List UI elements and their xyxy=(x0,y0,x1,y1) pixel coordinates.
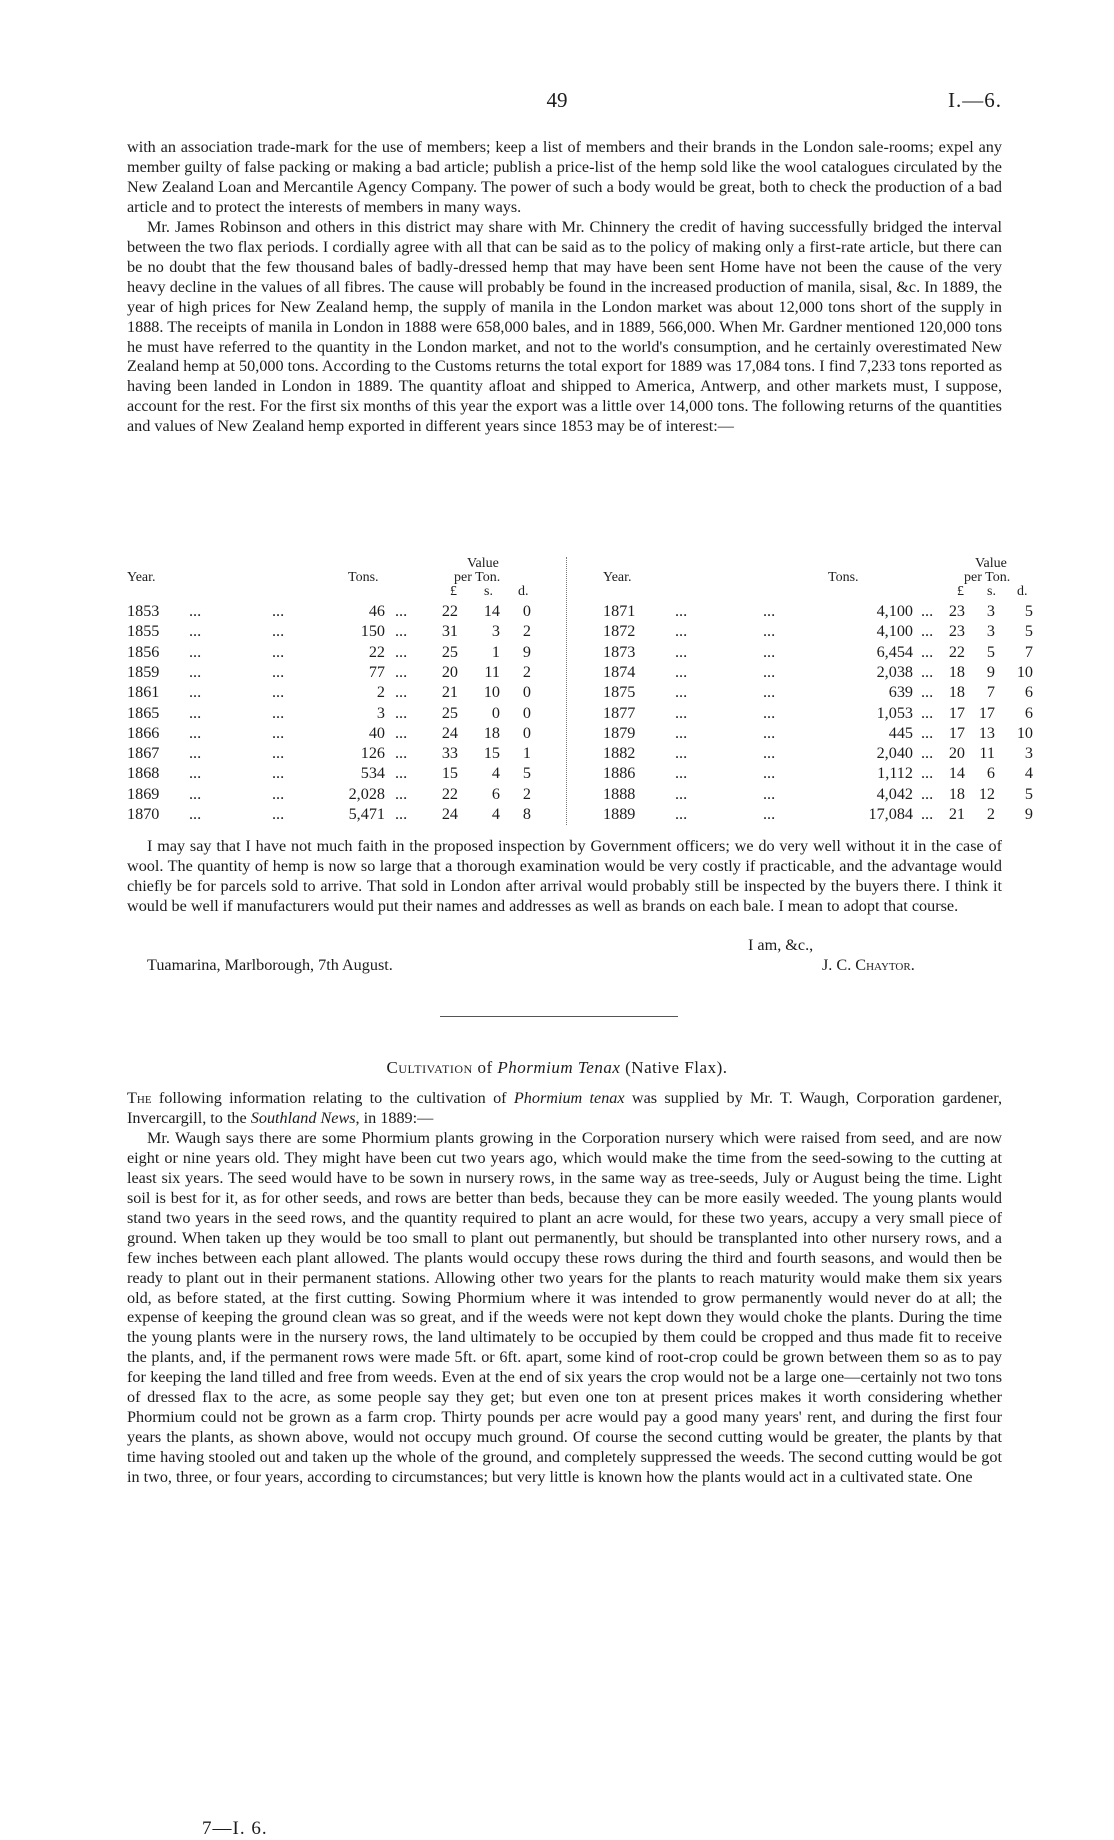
leader-dots: ... xyxy=(921,683,934,702)
leader-dots: ... xyxy=(395,602,408,620)
leader-dots: ... xyxy=(675,662,688,681)
letter-body xyxy=(127,138,1002,437)
intro-newspaper: Southland News xyxy=(250,1108,356,1127)
shillings-cell: 6 xyxy=(491,784,500,803)
shillings-cell: 7 xyxy=(986,683,995,702)
year-cell: 1872 xyxy=(603,622,636,641)
shillings-cell: 0 xyxy=(491,703,500,722)
header-year: Year. xyxy=(603,570,632,585)
paragraph-hemp-market: Mr. James Robinson and others in this district may share with Mr. Chinnery the credit of having successfully bridged the interval between the two flax periods. I cordially agree with all that can be said as to the policy of making only a first-rate article, but there can be no doubt that the few thousand bales of badly-dressed hemp that may have been sent Home have not been the cause of the very heavy decline in the values of all fibres. The cause will probably be found in the increased production of manila, sisal, &c. In 1889, the year of high prices for New Zealand hemp, the supply of manila in the London market was about 12,000 tons short of the supply in 1888. The receipts of manila in London in 1888 were 658,000 bales, and in 1889, 566,000. When Mr. Gardner mentioned 120,000 tons he must have referred to the quantity in the London market, and not to the world's consumption, and he certainly overestimated New Zealand hemp at 50,000 tons. According to the Customs returns the total export for 1889 was 17,084 tons. I find 7,233 tons reported as having been landed in London in 1889. The quantity afloat and shipped to America, Antwerp, and other markets must, I suppose, account for the rest. For the first six months of this year the export was a little over 14,000 tons. The following returns of the quantities and values of New Zealand hemp exported in different years since 1853 may be of interest:— xyxy=(127,217,1002,436)
leader-dots: ... xyxy=(272,703,285,722)
paragraph-intro xyxy=(127,1089,1002,1129)
shillings-cell: 12 xyxy=(978,784,995,803)
salutation: I am, &c., xyxy=(748,936,814,954)
shillings-cell: 6 xyxy=(986,764,995,783)
page-number: 49 xyxy=(546,88,568,112)
pounds-cell: 21 xyxy=(948,805,965,823)
pence-cell: 2 xyxy=(522,622,531,641)
pounds-cell: 18 xyxy=(948,784,965,803)
leader-dots: ... xyxy=(272,602,285,620)
place-date: Tuamarina, Marlborough, 7th August. xyxy=(147,956,393,974)
table-row xyxy=(127,601,557,621)
shillings-cell: 1 xyxy=(491,642,500,661)
title-native-flax: (Native Flax). xyxy=(625,1058,728,1077)
tons-cell: 17,084 xyxy=(868,805,913,823)
pounds-cell: 17 xyxy=(948,723,965,742)
tons-cell: 150 xyxy=(360,622,385,641)
year-cell: 1889 xyxy=(603,805,636,823)
leader-dots: ... xyxy=(675,784,688,803)
table-row xyxy=(127,662,557,682)
leader-dots: ... xyxy=(189,744,202,763)
pounds-cell: 31 xyxy=(441,622,458,641)
leader-dots: ... xyxy=(921,662,934,681)
paragraph-waugh: Mr. Waugh says there are some Phormium plants growing in the Corporation nursery which were raised from seed, and are now eight or nine years old. They might have been cut two years ago, which would make the time from the seed-sowing to the cutting at least six years. The seed would have to be sown in nursery rows, in the same way as tree-seeds, July or August being the time. Light soil is best for it, as for other seeds, and rows are better than beds, because they can be more easily weeded. The young plants would stand two years in the seed rows, and the quantity required to plant an acre would, for these two years, accupy a very small piece of ground. When taken up they would be too small to plant out permanently, but should be transplanted into other nursery rows, and a few inches between each plant allowed. The plants would occupy these rows during the third and fourth seasons, and would then be ready to plant out in their permanent stations. Allowing other two years for the plants to reach maturity would make them six years old, as before stated, at the first cutting. Sowing Phormium where it was intended to grow permanently would never do at all; the expense of keeping the ground clean was so great, and if the weeds were not kept down they would choke the plants. During the time the young plants were in the nursery rows, the land ultimately to be occupied by them could be cropped and thus made fit to receive the plants, and, if the permanent rows were made 5ft. or 6ft. apart, some kind of root-crop could be grown between them so as to pay for keeping the land tilled and free from weeds. Even at the end of six years the crop would not be a large one—certainly not two tons of dressed flax to the acre, as some people say they get; but even one ton at present prices makes it worth considering whether Phormium could not be grown as a farm crop. Thirty pounds per acre would pay a good many years' rent, and during the first four years the plants, as shown above, would not occupy much ground. Of course the second cutting would be greater, the plants by that time having stooled out and taken up the whole of the ground, and completely suppressed the weeds. The second cutting would be got in two, three, or four years, according to circumstances; but very little is known how the plants would act in a cultivated state. One xyxy=(127,1128,1002,1487)
pence-cell: 0 xyxy=(522,723,531,742)
year-cell: 1856 xyxy=(127,642,160,661)
leader-dots: ... xyxy=(272,662,285,681)
leader-dots: ... xyxy=(763,723,776,742)
leader-dots: ... xyxy=(272,784,285,803)
tons-cell: 77 xyxy=(368,662,385,681)
table-right-half xyxy=(603,557,1033,827)
table-row xyxy=(603,601,1033,621)
pounds-cell: 24 xyxy=(441,723,458,742)
pence-cell: 10 xyxy=(1016,662,1033,681)
shillings-cell: 11 xyxy=(484,662,500,681)
leader-dots: ... xyxy=(675,764,688,783)
shillings-cell: 15 xyxy=(483,744,500,763)
signature-initials: J. C. xyxy=(822,956,852,974)
leader-dots: ... xyxy=(675,723,688,742)
table-row xyxy=(603,621,1033,641)
pence-cell: 2 xyxy=(522,662,531,681)
leader-dots: ... xyxy=(921,744,934,763)
pounds-cell: 20 xyxy=(948,744,965,763)
tons-cell: 1,112 xyxy=(877,764,913,783)
year-cell: 1873 xyxy=(603,642,636,661)
year-cell: 1859 xyxy=(127,662,160,681)
pounds-cell: 18 xyxy=(948,662,965,681)
pounds-cell: 33 xyxy=(441,744,458,763)
leader-dots: ... xyxy=(395,723,408,742)
header-per-ton: per Ton. xyxy=(964,570,1011,585)
shillings-cell: 4 xyxy=(491,805,500,823)
year-cell: 1865 xyxy=(127,703,160,722)
leader-dots: ... xyxy=(675,602,688,620)
shillings-cell: 14 xyxy=(483,602,500,620)
signature xyxy=(822,955,915,975)
leader-dots: ... xyxy=(763,602,776,620)
tons-cell: 639 xyxy=(888,683,913,702)
signature-name: Chaytor. xyxy=(855,956,915,974)
year-cell: 1869 xyxy=(127,784,160,803)
pence-cell: 10 xyxy=(1016,723,1033,742)
pence-cell: 5 xyxy=(1024,784,1033,803)
pounds-cell: 20 xyxy=(441,662,458,681)
leader-dots: ... xyxy=(763,622,776,641)
year-cell: 1875 xyxy=(603,683,636,702)
pence-cell: 1 xyxy=(522,744,531,763)
tons-cell: 5,471 xyxy=(348,805,385,823)
intro-species: Phormium tenax xyxy=(513,1089,625,1107)
leader-dots: ... xyxy=(189,703,202,722)
report-reference: I.—6. xyxy=(948,88,1002,112)
table-row xyxy=(127,763,557,783)
shillings-cell: 11 xyxy=(979,744,995,763)
pence-cell: 8 xyxy=(522,805,531,823)
leader-dots: ... xyxy=(189,784,202,803)
section-body xyxy=(127,1089,1002,1488)
leader-dots: ... xyxy=(763,703,776,722)
pence-cell: 6 xyxy=(1024,703,1033,722)
year-cell: 1870 xyxy=(127,805,160,823)
tons-cell: 2,038 xyxy=(876,662,913,681)
header-per-ton: per Ton. xyxy=(454,570,501,585)
shillings-cell: 2 xyxy=(986,805,995,823)
pence-cell: 0 xyxy=(522,602,531,620)
leader-dots: ... xyxy=(675,744,688,763)
tons-cell: 4,100 xyxy=(876,622,913,641)
pounds-cell: 15 xyxy=(441,764,458,783)
pounds-cell: 18 xyxy=(948,683,965,702)
leader-dots: ... xyxy=(272,744,285,763)
table-row xyxy=(603,763,1033,783)
shillings-cell: 9 xyxy=(986,662,995,681)
intro-text-a: following information relating to the cultivation of xyxy=(158,1089,507,1107)
leader-dots: ... xyxy=(921,642,934,661)
leader-dots: ... xyxy=(395,784,408,803)
table-row xyxy=(603,642,1033,662)
intro-text-c: , in 1889:— xyxy=(355,1108,434,1127)
year-cell: 1853 xyxy=(127,602,160,620)
header-value: Value xyxy=(467,556,499,571)
tons-cell: 6,454 xyxy=(876,642,913,661)
leader-dots: ... xyxy=(395,622,408,641)
leader-dots: ... xyxy=(921,764,934,783)
header-tons: Tons. xyxy=(348,570,379,585)
pounds-cell: 25 xyxy=(441,703,458,722)
pounds-cell: 21 xyxy=(441,683,458,702)
leader-dots: ... xyxy=(395,683,408,702)
year-cell: 1866 xyxy=(127,723,160,742)
letter-closing xyxy=(127,837,1002,917)
shillings-cell: 10 xyxy=(483,683,500,702)
paragraph-continued: with an association trade-mark for the use of members; keep a list of members and their brands in the London sale-rooms; expel any member guilty of false packing or making a bad article; publish a price-list of the hemp sold like the wool catalogues circulated by the New Zealand Loan and Mercantile Agency Company. The power of such a body would be great, both to check the production of a bad article and to protect the interests of members in many ways. xyxy=(127,138,1002,216)
table-row xyxy=(127,784,557,804)
shillings-cell: 5 xyxy=(986,642,995,661)
year-cell: 1874 xyxy=(603,662,636,681)
hemp-export-table xyxy=(127,556,1033,827)
section-divider xyxy=(440,1016,678,1018)
shillings-cell: 13 xyxy=(978,723,995,742)
shillings-cell: 17 xyxy=(978,703,995,722)
table-divider xyxy=(566,557,568,825)
leader-dots: ... xyxy=(189,723,202,742)
shillings-cell: 4 xyxy=(491,764,500,783)
tons-cell: 4,042 xyxy=(876,784,913,803)
tons-cell: 22 xyxy=(368,642,385,661)
leader-dots: ... xyxy=(921,805,934,823)
table-row xyxy=(127,804,557,824)
pence-cell: 3 xyxy=(1024,744,1033,763)
pence-cell: 4 xyxy=(1024,764,1033,783)
tons-cell: 3 xyxy=(376,703,385,722)
leader-dots: ... xyxy=(272,642,285,661)
leader-dots: ... xyxy=(189,602,202,620)
intro-text-b: was supplied by Mr. T. Waugh, Corporation gardener, Invercargill, to the xyxy=(127,1089,1003,1127)
page-header xyxy=(0,88,1114,118)
leader-dots: ... xyxy=(921,622,934,641)
title-of: of xyxy=(477,1058,493,1077)
header-pence: d. xyxy=(1017,584,1028,599)
tons-cell: 40 xyxy=(368,723,385,742)
leader-dots: ... xyxy=(272,805,285,823)
year-cell: 1871 xyxy=(603,602,636,620)
shillings-cell: 3 xyxy=(491,622,500,641)
leader-dots: ... xyxy=(272,764,285,783)
leader-dots: ... xyxy=(189,805,202,823)
year-cell: 1886 xyxy=(603,764,636,783)
table-row xyxy=(127,621,557,641)
pounds-cell: 22 xyxy=(441,784,458,803)
header-pound: £ xyxy=(450,584,457,599)
leader-dots: ... xyxy=(189,764,202,783)
leader-dots: ... xyxy=(675,805,688,823)
signature-mark: 7—I. 6. xyxy=(202,1818,268,1839)
pence-cell: 2 xyxy=(522,784,531,803)
intro-lead: The xyxy=(127,1089,152,1107)
pounds-cell: 24 xyxy=(441,805,458,823)
shillings-cell: 3 xyxy=(986,602,995,620)
pence-cell: 7 xyxy=(1024,642,1033,661)
leader-dots: ... xyxy=(921,602,934,620)
paragraph-inspection: I may say that I have not much faith in the proposed inspection by Government officers; we do very well without it in the case of wool. The quantity of hemp is now so large that a thorough examination would be very costly if practicable, and the advantage would chiefly be for parcels sold to arrive. That sold in London after arrival would probably still be inspected by the buyers there. I think it would be well if manufacturers would put their names and addresses as well as brands on each bale. I mean to adopt that course. xyxy=(127,837,1002,915)
leader-dots: ... xyxy=(189,642,202,661)
tons-cell: 2,028 xyxy=(348,784,385,803)
year-cell: 1868 xyxy=(127,764,160,783)
header-pound: £ xyxy=(957,584,964,599)
table-row xyxy=(127,682,557,702)
leader-dots: ... xyxy=(921,703,934,722)
tons-cell: 126 xyxy=(360,744,385,763)
pence-cell: 9 xyxy=(1024,805,1033,823)
shillings-cell: 3 xyxy=(986,622,995,641)
pence-cell: 6 xyxy=(1024,683,1033,702)
year-cell: 1882 xyxy=(603,744,636,763)
leader-dots: ... xyxy=(272,683,285,702)
year-cell: 1877 xyxy=(603,703,636,722)
leader-dots: ... xyxy=(395,703,408,722)
title-species: Phormium Tenax xyxy=(497,1058,621,1077)
tons-cell: 46 xyxy=(368,602,385,620)
leader-dots: ... xyxy=(395,642,408,661)
pence-cell: 5 xyxy=(1024,602,1033,620)
year-cell: 1888 xyxy=(603,784,636,803)
shillings-cell: 18 xyxy=(483,723,500,742)
leader-dots: ... xyxy=(272,622,285,641)
leader-dots: ... xyxy=(395,764,408,783)
leader-dots: ... xyxy=(395,744,408,763)
header-tons: Tons. xyxy=(828,570,859,585)
pounds-cell: 23 xyxy=(948,602,965,620)
tons-cell: 2,040 xyxy=(876,744,913,763)
tons-cell: 4,100 xyxy=(876,602,913,620)
table-row xyxy=(603,784,1033,804)
table-row xyxy=(603,723,1033,743)
header-shilling: s. xyxy=(987,584,996,599)
leader-dots: ... xyxy=(675,703,688,722)
pence-cell: 5 xyxy=(1024,622,1033,641)
leader-dots: ... xyxy=(763,784,776,803)
title-cultivation: Cultivation xyxy=(386,1058,473,1077)
pounds-cell: 17 xyxy=(948,703,965,722)
tons-cell: 1,053 xyxy=(876,703,913,722)
tons-cell: 534 xyxy=(360,764,385,783)
leader-dots: ... xyxy=(272,723,285,742)
leader-dots: ... xyxy=(763,805,776,823)
table-row xyxy=(603,703,1033,723)
leader-dots: ... xyxy=(675,683,688,702)
leader-dots: ... xyxy=(675,642,688,661)
pence-cell: 5 xyxy=(522,764,531,783)
leader-dots: ... xyxy=(921,784,934,803)
table-row xyxy=(603,682,1033,702)
leader-dots: ... xyxy=(763,683,776,702)
leader-dots: ... xyxy=(763,744,776,763)
header-year: Year. xyxy=(127,570,156,585)
leader-dots: ... xyxy=(763,642,776,661)
table-row xyxy=(603,804,1033,824)
pounds-cell: 23 xyxy=(948,622,965,641)
year-cell: 1855 xyxy=(127,622,160,641)
leader-dots: ... xyxy=(921,723,934,742)
table-row xyxy=(127,723,557,743)
leader-dots: ... xyxy=(763,662,776,681)
pence-cell: 0 xyxy=(522,703,531,722)
year-cell: 1879 xyxy=(603,723,636,742)
pounds-cell: 22 xyxy=(441,602,458,620)
pence-cell: 9 xyxy=(522,642,531,661)
leader-dots: ... xyxy=(189,683,202,702)
table-row xyxy=(603,662,1033,682)
table-row xyxy=(127,703,557,723)
pounds-cell: 22 xyxy=(948,642,965,661)
pence-cell: 0 xyxy=(522,683,531,702)
table-row xyxy=(127,642,557,662)
tons-cell: 445 xyxy=(888,723,913,742)
leader-dots: ... xyxy=(763,764,776,783)
year-cell: 1867 xyxy=(127,744,160,763)
leader-dots: ... xyxy=(395,662,408,681)
leader-dots: ... xyxy=(189,662,202,681)
leader-dots: ... xyxy=(675,622,688,641)
leader-dots: ... xyxy=(395,805,408,823)
header-pence: d. xyxy=(518,584,529,599)
section-title xyxy=(0,1058,1114,1078)
header-shilling: s. xyxy=(484,584,493,599)
table-left-half xyxy=(127,557,557,827)
header-value: Value xyxy=(975,556,1007,571)
pounds-cell: 25 xyxy=(441,642,458,661)
leader-dots: ... xyxy=(189,622,202,641)
year-cell: 1861 xyxy=(127,683,160,702)
table-row xyxy=(127,743,557,763)
tons-cell: 2 xyxy=(376,683,385,702)
pounds-cell: 14 xyxy=(948,764,965,783)
table-row xyxy=(603,743,1033,763)
